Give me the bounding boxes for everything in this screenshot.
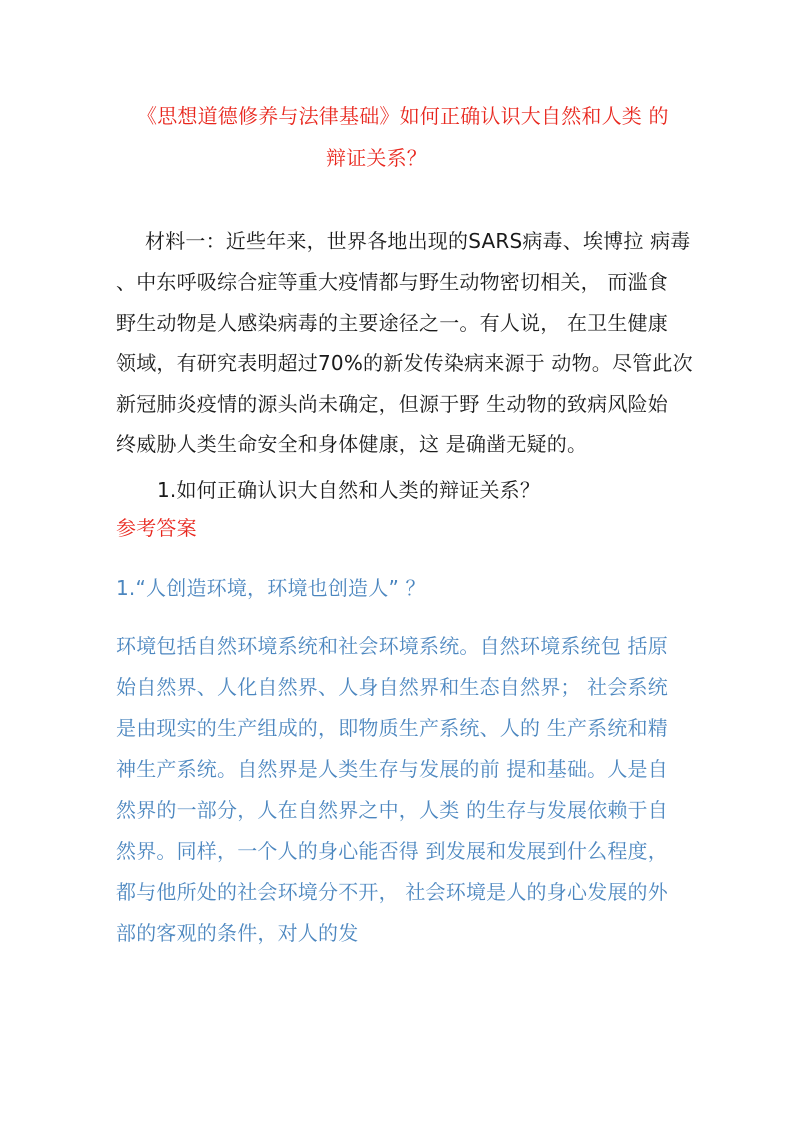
material-line-5: 新冠肺炎疫情的源头尚未确定，但源于野 生动物的致病风险始: [116, 392, 668, 416]
answer-point: 1.“人创造环境，环境也创造人” ？: [116, 576, 426, 600]
material-line-3: 野生动物是人感染病毒的主要途径之一。有人说， 在卫生健康: [116, 311, 668, 335]
material-line-4: 领域，有研究表明超过70%的新发传染病来源于 动物。尽管此次: [116, 351, 693, 375]
answer-line-2: 始自然界、人化自然界、人身自然界和生态自然界； 社会系统: [116, 675, 668, 699]
answer-line-8: 部的客观的条件，对人的发: [116, 921, 359, 945]
material-line-2: 、中东呼吸综合症等重大疫情都与野生动物密切相关， 而滥食: [116, 270, 668, 294]
answer-line-5: 然界的一部分，人在自然界之中，人类 的生存与发展依赖于自: [116, 798, 668, 822]
material-line-1: 材料一：近些年来，世界各地出现的SARS病毒、埃博拉 病毒: [145, 229, 691, 253]
answer-heading: 参考答案: [116, 516, 197, 540]
material-line-6: 终威胁人类生命安全和身体健康，这 是确凿无疑的。: [116, 432, 588, 456]
document-title-line-2: 辩证关系？: [326, 146, 427, 170]
document-title-line-1: 《思想道德修养与法律基础》如何正确认识大自然和人类 的: [137, 104, 669, 128]
answer-line-4: 神生产系统。自然界是人类生存与发展的前 提和基础。人是自: [116, 757, 668, 781]
answer-line-7: 都与他所处的社会环境分不开， 社会环境是人的身心发展的外: [116, 880, 668, 904]
question: 1.如何正确认识大自然和人类的辩证关系？: [157, 478, 541, 502]
answer-line-1: 环境包括自然环境系统和社会环境系统。自然环境系统包 括原: [116, 634, 668, 658]
answer-line-3: 是由现实的生产组成的，即物质生产系统、人的 生产系统和精: [116, 716, 668, 740]
answer-line-6: 然界。同样，一个人的身心能否得 到发展和发展到什么程度，: [116, 839, 668, 863]
